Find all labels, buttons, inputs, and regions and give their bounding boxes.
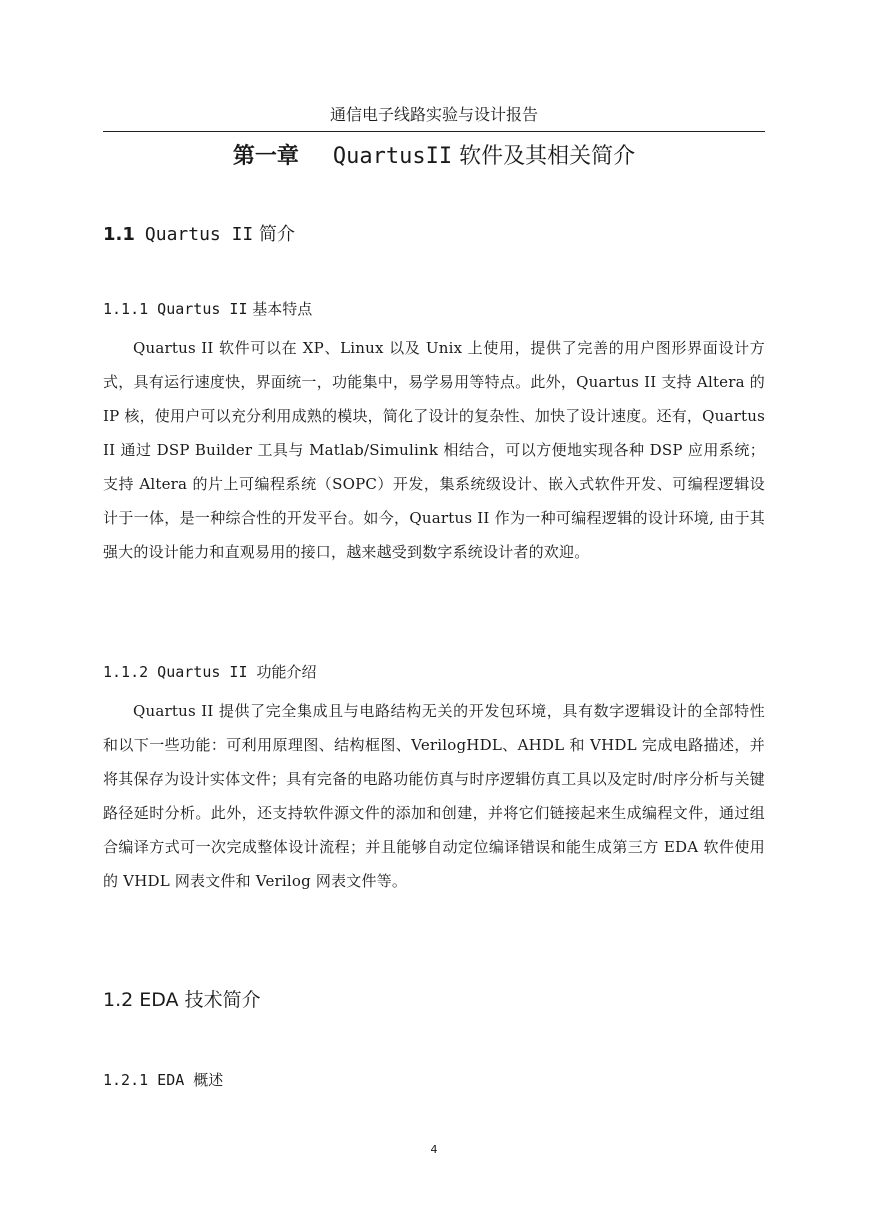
paragraph-functions: Quartus II 提供了完全集成且与电路结构无关的开发包环境，具有数字逻辑设计的全部特性和以下一些功能：可利用原理图、结构框图、VerilogHDL、AHDL 和 VHDL 完成电路描述，并将其保存为设计实体文件；具有完备的电路功能仿真与时序逻辑仿真工具以及定时/时序分析与关键路径延时分析。此外，还支持软件源文件的添加和创建，并将它们链接起来生成编程文件，通过组合编译方式可一次完成整体设计流程；并且能够自动定位编译错误和能生成第三方 EDA 软件使用的 VHDL 网表文件和 Verilog 网表文件等。: [103, 702, 765, 890]
paragraph-features: Quartus II 软件可以在 XP、Linux 以及 Unix 上使用，提供了完善的用户图形界面设计方式，具有运行速度快，界面统一，功能集中，易学易用等特点。此外，Quartus II 支持 Altera 的 IP 核，使用户可以充分利用成熟的模块，简化了设计的复杂性、加快了设计速度。还有，Quartus II 通过 DSP Builder 工具与 Matlab/Simulink 相结合，可以方便地实现各种 DSP 应用系统；支持 Altera 的片上可编程系统（SOPC）开发，集系统级设计、嵌入式软件开发、可编程逻辑设计于一体，是一种综合性的开发平台。如今，Quartus II 作为一种可编程逻辑的设计环境, 由于其强大的设计能力和直观易用的接口，越来越受到数字系统设计者的欢迎。: [103, 339, 765, 561]
chapter-name-en: QuartusII: [332, 144, 453, 169]
subsection-number: 1.1.1: [103, 300, 149, 318]
header-rule: [103, 131, 765, 132]
section-heading-1-2: 1.2 EDA 技术简介: [103, 989, 261, 1011]
section-title-cjk: 简介: [253, 224, 295, 245]
chapter-number: 第一章: [232, 144, 299, 169]
subsection-heading-1-2-1: 1.2.1 EDA 概述: [103, 1071, 224, 1089]
page-number: 4: [430, 1143, 438, 1156]
subsection-title: Quartus II 功能介绍: [148, 663, 317, 681]
chapter-name-cjk: 软件及其相关简介: [452, 144, 636, 169]
subsection-title-cjk: 基本特点: [247, 300, 313, 318]
subsection-number: 1.1.2: [103, 663, 149, 681]
subsection-title-en: Quartus II: [148, 300, 248, 318]
section-number: 1.1: [103, 224, 135, 245]
subsection-heading-1-1-2: [103, 661, 317, 683]
chapter-title: [103, 141, 765, 173]
section-title-en: Quartus II: [144, 224, 254, 245]
running-header: 通信电子线路实验与设计报告: [329, 105, 538, 124]
subsection-heading-1-1-1: [103, 298, 312, 320]
section-heading-1-1: [103, 222, 295, 248]
